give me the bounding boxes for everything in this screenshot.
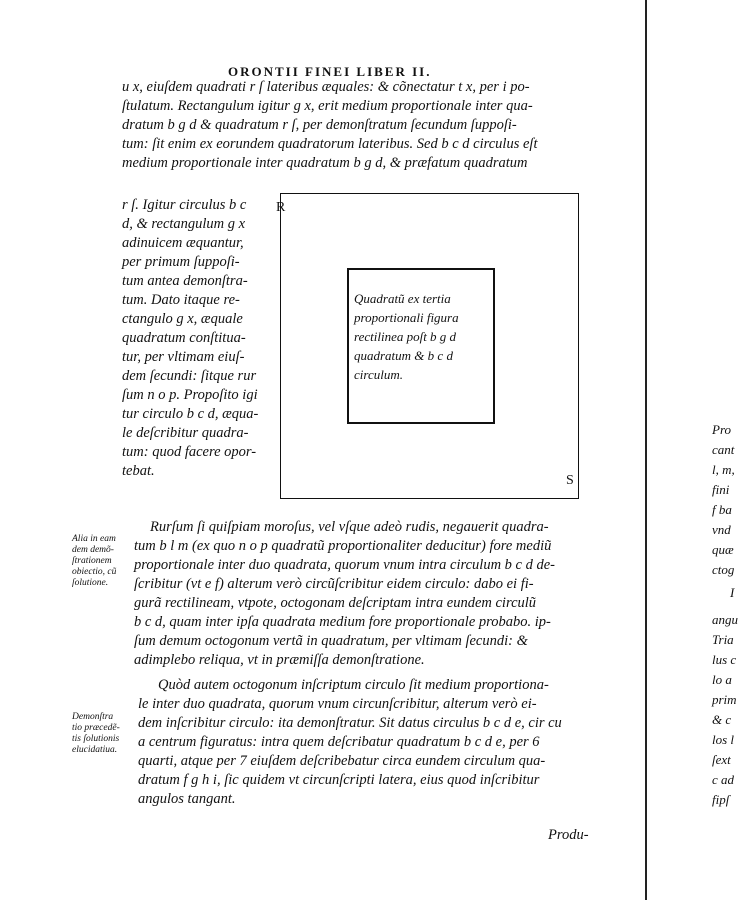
right-page-fragment: ctog	[712, 562, 735, 577]
side-text-line: tum antea demonſtra-	[122, 273, 248, 289]
text-line: u x, eiuſdem quadrati r ſ lateribus æquales: & cõnectatur t x, per i po-	[122, 79, 530, 95]
text-line: dratum b g d & quadratum r ſ, per demonſtratum ſecundum ſuppoſi-	[122, 117, 517, 133]
side-text-line: d, & rectangulum g x	[122, 216, 246, 232]
side-text-line: tur circulo b c d, æqua-	[122, 406, 259, 422]
text-line: ſum demum octogonum vertã in quadratum, per vltimam ſecundi: &	[134, 633, 528, 649]
text-line: Quòd autem octogonum inſcriptum circulo ſit medium proportiona-	[158, 677, 549, 693]
figure-label-r: R	[276, 200, 286, 215]
right-page-fragment: fini	[712, 482, 730, 497]
running-header: ORONTII FINEI LIBER II.	[228, 64, 432, 79]
margin-note-line: dem demõ-	[72, 545, 114, 555]
text-line: ſtulatum. Rectangulum igitur g x, erit medium proportionale inter qua-	[122, 98, 533, 114]
text-line: gurã rectilineam, vtpote, octogonam deſcriptam intra eundem circulũ	[134, 595, 537, 611]
right-page-fragment: prim	[712, 692, 737, 707]
right-page-fragment: lo a	[712, 672, 732, 687]
side-text-line: quadratum conſtitua-	[122, 330, 246, 346]
right-page-fragment: angu	[712, 612, 738, 627]
text-line: le inter duo quadrata, quorum vnum circunſcribitur, alterum verò ei-	[138, 696, 537, 712]
side-text-line: le deſcribitur quadra-	[122, 425, 249, 441]
text-line: dem inſcribitur circulo: ita demonſtratur. Sit datus circulus b c d e, cir cu	[138, 715, 562, 731]
text-line: b c d, quam inter ipſa quadrata medium fore proportionale probabo. ip-	[134, 614, 551, 630]
side-text-line: tur, per vltimam eiuſ-	[122, 349, 245, 365]
side-text-line: tum. Dato itaque re-	[122, 292, 240, 308]
right-page-fragment: quæ	[712, 542, 734, 557]
text-line: tum b l m (ex quo n o p quadratũ proportionaliter deducitur) fore mediũ	[134, 538, 552, 554]
figure-label-s: S	[566, 473, 574, 488]
right-page-fragment: l, m,	[712, 462, 735, 477]
right-page-fragment: lus c	[712, 652, 737, 667]
figure-inner-text: circulum.	[354, 367, 403, 382]
margin-note-line: Alia in eam	[72, 534, 116, 544]
figure-inner-text: proportionali figura	[354, 310, 459, 325]
margin-note-line: elucidatiua.	[72, 745, 118, 755]
figure-inner-text: rectilinea poſt b g d	[354, 329, 457, 344]
text-line: adimplebo reliqua, vt in præmiſſa demonſtratione.	[134, 652, 425, 668]
text-line: angulos tangant.	[138, 791, 236, 807]
side-text-line: per primum ſuppoſi-	[122, 254, 240, 270]
side-text-line: dem ſecundi: ſitque rur	[122, 368, 257, 384]
figure-inner-text: Quadratũ ex tertia	[354, 291, 451, 306]
margin-note-line: obiectio, cũ	[72, 567, 117, 577]
text-line: a centrum figuratus: intra quem deſcribatur quadratum b c d e, per 6	[138, 734, 540, 750]
catchword: Produ-	[548, 827, 589, 843]
side-text-line: tebat.	[122, 463, 155, 479]
figure-inner-text: quadratum & b c d	[354, 348, 453, 363]
side-text-line: adinuicem æquantur,	[122, 235, 244, 251]
page-gutter	[645, 0, 647, 900]
right-page-fragment: los l	[712, 732, 735, 747]
side-text-line: ſum n o p. Propoſito igi	[122, 387, 258, 403]
text-line: Rurſum ſi quiſpiam moroſus, vel vſque adeò rudis, negauerit quadra-	[150, 519, 549, 535]
right-page-fragment: Pro	[712, 422, 732, 437]
text-line: dratum f g h i, ſic quidem vt circunſcripti latera, eius quod inſcribitur	[138, 772, 540, 788]
margin-note-line: Demonſtra	[72, 712, 114, 722]
text-line: medium proportionale inter quadratum b g d, & præfatum quadratum	[122, 155, 528, 171]
text-line: proportionale inter duo quadrata, quorum vnum intra circulum b c d de-	[134, 557, 556, 573]
right-page-fragment: Tria	[712, 632, 734, 647]
right-page-fragment: f ba	[712, 502, 732, 517]
text-line: quarti, atque per 7 eiuſdem deſcribebatur circa eundem circulum qua-	[138, 753, 546, 769]
right-page-fragment: vnd	[712, 522, 731, 537]
right-page-fragment: c ad	[712, 772, 735, 787]
right-page-fragment: cant	[712, 442, 735, 457]
right-page-fragment: ſext	[712, 752, 731, 767]
text-line: tum: ſit enim ex eorundem quadratorum lateribus. Sed b c d circulus eſt	[122, 136, 538, 152]
side-text-line: r ſ. Igitur circulus b c	[122, 197, 247, 213]
side-text-line: tum: quod facere opor-	[122, 444, 257, 460]
right-page-fragment: fipſ	[712, 792, 730, 807]
margin-note-line: tio præcedẽ-	[72, 723, 120, 733]
right-page-fragment: & c	[712, 712, 732, 727]
right-page-fragment: I	[730, 585, 735, 600]
margin-note-line: ſolutione.	[72, 578, 109, 588]
side-text-line: ctangulo g x, æquale	[122, 311, 243, 327]
margin-note-line: ſtrationem	[72, 556, 112, 566]
text-line: ſcribitur (vt e f) alterum verò circũſcribitur eidem circulo: dabo ei fi-	[134, 576, 534, 592]
margin-note-line: tis ſolutionis	[72, 734, 120, 744]
